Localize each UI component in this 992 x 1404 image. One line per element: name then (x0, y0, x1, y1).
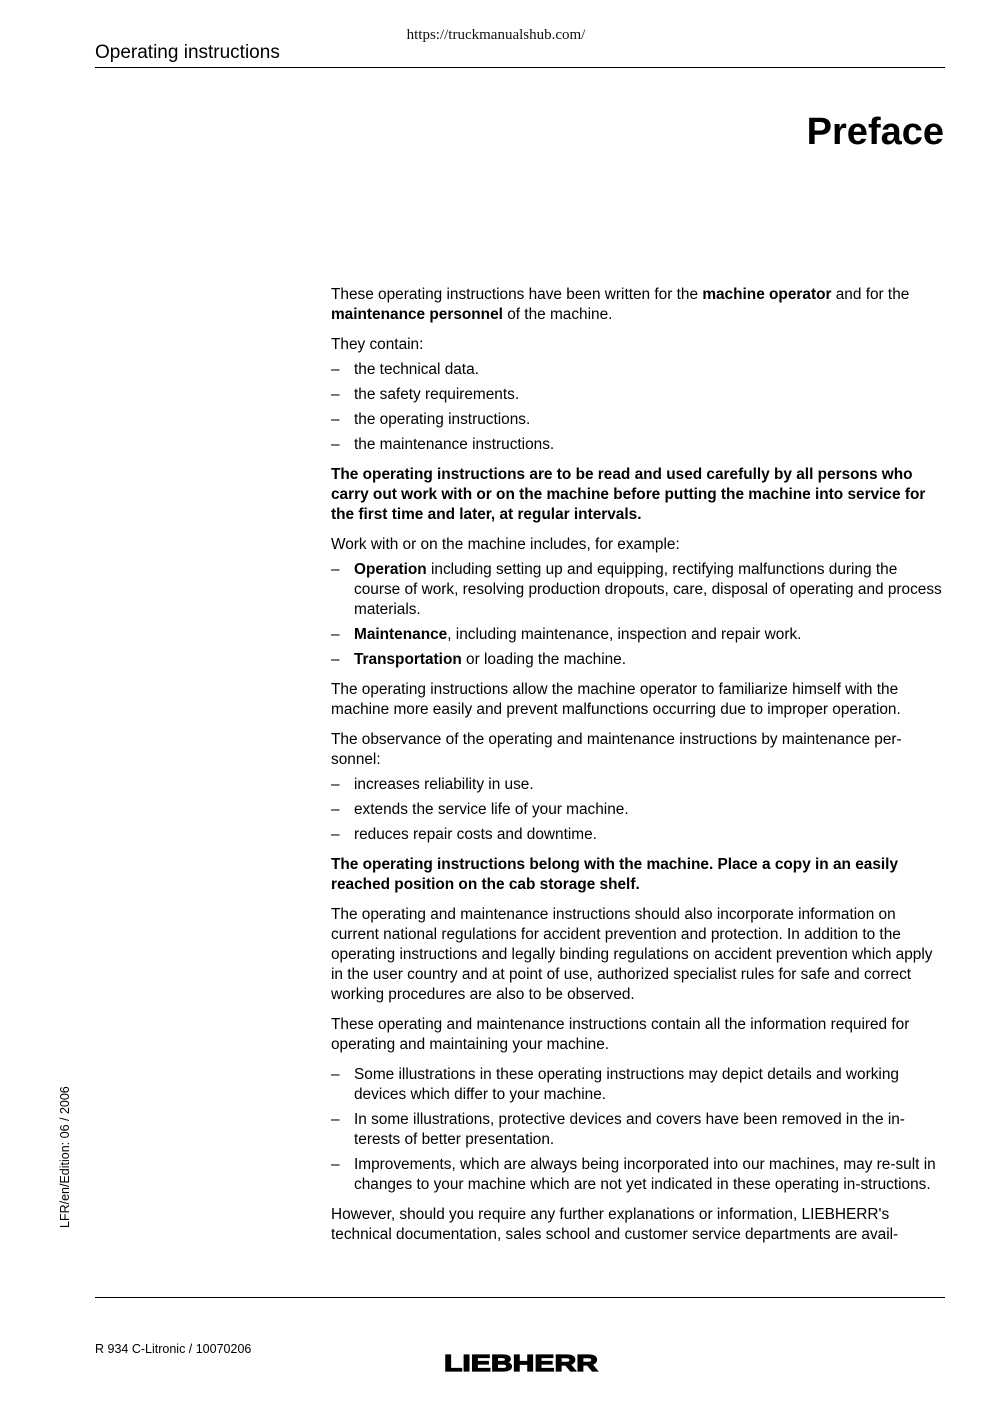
list-item: – reduces repair costs and downtime. (331, 825, 945, 845)
warning-copy-text: The operating instructions belong with the machine. Place a copy in an easily reached position on the cab storage shelf. (331, 856, 899, 893)
intro-bold-operator: machine operator (702, 286, 832, 303)
list-item: – Some illustrations in these operating instructions may depict details and working devices which differ to your machine. (331, 1065, 945, 1105)
list-item-term: Maintenance (354, 626, 448, 643)
running-head: Operating instructions (95, 42, 280, 63)
contain-lead: They contain: (331, 336, 424, 353)
intro-text: These operating instructions have been written for the (331, 286, 703, 303)
list-item: – the operating instructions. (331, 410, 945, 430)
preface-body (331, 285, 945, 1245)
list-item-term: Transportation (354, 651, 462, 668)
list-item (331, 650, 945, 670)
observance-list (331, 775, 945, 845)
list-item-text: including setting up and equipping, rectifying malfunctions during the course of work, resolving production dropouts, care, disposal of operating and process materials. (354, 561, 942, 618)
warning-copy (331, 855, 945, 895)
list-item (331, 625, 945, 645)
list-item: – the maintenance instructions. (331, 435, 945, 455)
intro-bold-personnel: maintenance personnel (331, 306, 503, 323)
regulations-paragraph: The operating and maintenance instructions should also incorporate information on current national regulations for accident prevention and protection. In addition to the operating instructions and legally binding regulations on accident prevention which apply in the user country and at point of use, authorized specialist rules for safe and correct working procedures are also to be observed. (331, 906, 933, 1003)
list-item-term: Operation (354, 561, 427, 578)
list-item: – In some illustrations, protective devices and covers have been removed in the in-terests of better presentation. (331, 1110, 945, 1150)
list-item: – the technical data. (331, 360, 945, 380)
intro-text: of the machine. (502, 306, 613, 323)
closing-paragraph: However, should you require any further explanations or information, LIEBHERR's technical documentation, sales school and customer service departments are avail- (331, 1206, 899, 1243)
warning-read (331, 465, 945, 525)
model-number: R 934 C-Litronic / 10070206 (95, 1342, 252, 1356)
edition-note: LFR/en/Edition: 06 / 2006 (58, 1086, 72, 1228)
list-item: – extends the service life of your machine. (331, 800, 945, 820)
all-info-paragraph: These operating and maintenance instructions contain all the information required for operating and maintaining your machine. (331, 1016, 910, 1053)
list-item-text: , including maintenance, inspection and repair work. (447, 626, 802, 643)
work-list (331, 560, 945, 670)
list-item-text: or loading the machine. (461, 651, 627, 668)
list-item: – increases reliability in use. (331, 775, 945, 795)
footer-rule (95, 1297, 945, 1298)
list-item (331, 560, 945, 620)
logo-text: LIEBHERR (444, 1352, 599, 1374)
header-rule (95, 67, 945, 68)
page-title: Preface (806, 111, 944, 153)
work-lead: Work with or on the machine includes, for example: (331, 536, 680, 553)
notes-list (331, 1065, 945, 1195)
observance-lead: The observance of the operating and maintenance instructions by maintenance per-sonnel: (331, 731, 902, 768)
liebherr-logo (443, 1352, 599, 1374)
intro-paragraph (331, 285, 945, 325)
intro-text: and for the (831, 286, 910, 303)
familiarize-paragraph: The operating instructions allow the machine operator to familiarize himself with the machine more easily and prevent malfunctions occurring due to improper operation. (331, 681, 901, 718)
contain-list (331, 360, 945, 455)
list-item: – the safety requirements. (331, 385, 945, 405)
list-item: – Improvements, which are always being incorporated into our machines, may re-sult in changes to your machine which are not yet indicated in these operating in-structions. (331, 1155, 945, 1195)
warning-read-text: The operating instructions are to be read and used carefully by all persons who carry out work with or on the machine before putting the machine into service for the first time and later, at regular intervals. (331, 466, 926, 523)
watermark-url: https://truckmanualshub.com/ (406, 27, 586, 43)
